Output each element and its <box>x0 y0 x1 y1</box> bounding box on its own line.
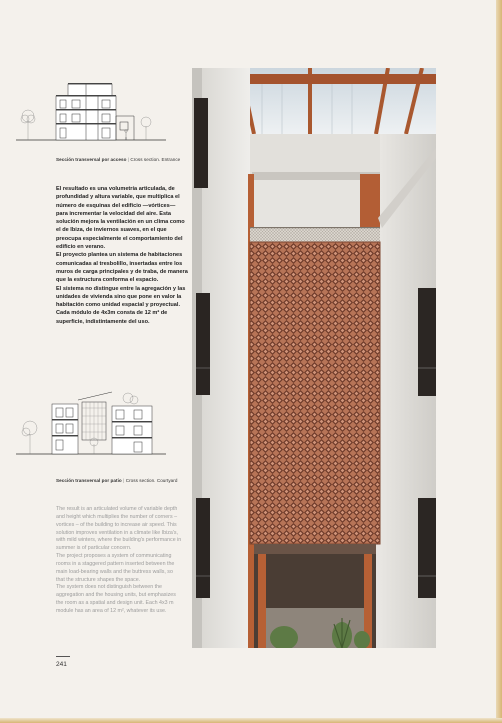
paragraph-es-4: Cada módulo de 4x3m consta de 12 m² de superficie, indistintamente del uso. <box>56 310 168 325</box>
caption-separator: | <box>123 478 125 483</box>
paragraph-es-2: El proyecto plantea un sistema de habitaciones comunicadas al tresbolillo, insertadas entre los muros de carga principales y de traba, de manera que la estructura conforma el espacio. <box>56 252 188 284</box>
body-text-spanish <box>56 185 188 326</box>
caption-courtyard-es: Sección transversal por patio <box>56 478 122 483</box>
page-number: 241 <box>56 661 67 668</box>
caption-entrance-es: Sección transversal por acceso <box>56 157 127 162</box>
paragraph-es-1: El resultado es una volumetría articulada, de profundidad y altura variable, que multiplica el número de esquinas del edificio —vórtices— para incrementar la velocidad del aire. Esta solución mejora la ventilación en un clima como el de Ibiza, de inviernos suaves, en el que preocupa especialmente el comportamiento del edificio en verano. <box>56 186 185 251</box>
paragraph-en-2: The project proposes a system of communicating rooms in a staggered pattern inserted between the main load-bearing walls and the buttress walls, so that the structure shapes the space. <box>56 553 175 583</box>
cross-section-entrance-drawing <box>16 76 166 146</box>
caption-courtyard-en: Cross section. Courtyard <box>125 478 178 483</box>
caption-entrance <box>56 157 180 162</box>
paragraph-es-3: El sistema no distingue entre la agregación y las unidades de vivienda sino que pone en valor la habitación como unidad espacial y proyectual. <box>56 285 186 309</box>
paragraph-en-3: The system does not distinguish between the aggregation and the housing units, but emphasizes the room as a spatial and design unit. Each 4x3 m module has an area of 12 m², whatever its use. <box>56 584 176 614</box>
body-text-english <box>56 506 182 616</box>
caption-entrance-en: Cross section. Entrance <box>130 157 181 162</box>
courtyard-photograph <box>192 68 436 648</box>
page-edge-gilding <box>496 0 502 723</box>
caption-courtyard <box>56 478 177 483</box>
caption-separator: | <box>127 157 130 162</box>
paragraph-en-1: The result is an articulated volume of variable depth and height which multiplies the number of corners – vortices – of the building to increase air speed. This solution improves ventilation in a climate like Ibiza's, with mild winters, where the building's performance in summer is of particular concern. <box>56 506 182 552</box>
page-number-rule <box>56 656 70 657</box>
page-bottom-edge <box>0 718 502 723</box>
cross-section-courtyard-drawing <box>16 388 166 460</box>
